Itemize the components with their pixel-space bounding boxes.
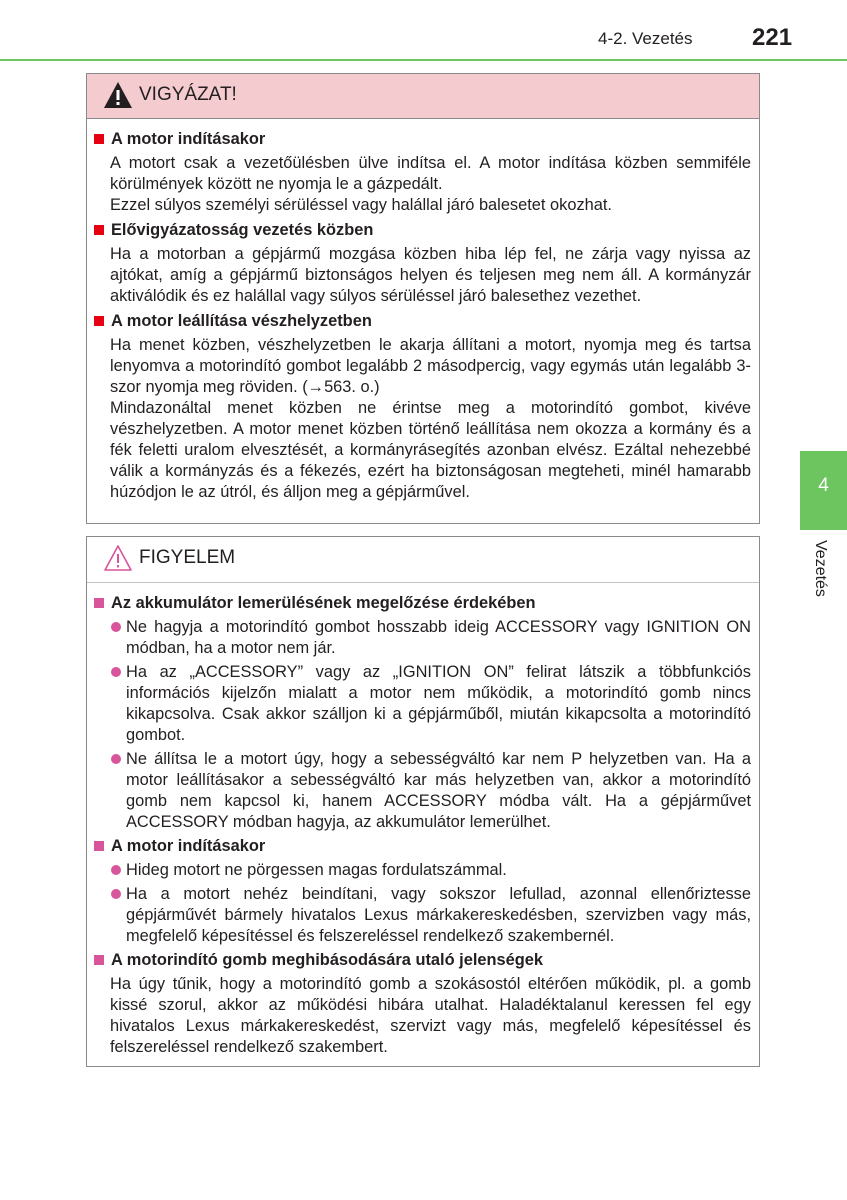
warning-content [93, 129, 751, 507]
caution-triangle-icon [103, 544, 133, 572]
round-bullet-icon [111, 865, 121, 875]
square-bullet-icon [94, 316, 104, 326]
square-bullet-icon [94, 955, 104, 965]
section-heading: A motor leállítása vészhelyzetben [93, 311, 751, 332]
list-item: Ha a motort nehéz beindítani, vagy sokszor lefullad, azonnal ellenőriztesse gépjárművét bármely hivatalos Lexus márkakereskedésben, szervizben vagy más, megfelelő képesítéssel és felszereléssel rendelkező szakembernél. [126, 884, 751, 947]
square-bullet-icon [94, 841, 104, 851]
warning-triangle-icon [103, 81, 133, 109]
section-title: 4-2. Vezetés [598, 29, 693, 48]
notice-title: FIGYELEM [139, 547, 236, 568]
notice-box [86, 536, 760, 1067]
square-bullet-icon [94, 598, 104, 608]
paragraph: Ha a motorban a gépjármű mozgása közben hiba lép fel, ne zárja vagy nyissa az ajtókat, amíg a gépjármű biztonságos helyen és teljesen meg nem áll. A kormányzár aktiválódik és ez halállal vagy súlyos sérüléssel járó balesethez vezethet. [110, 245, 751, 305]
warning-box [86, 73, 760, 524]
notice-header [87, 537, 759, 581]
section-heading: A motor indításakor [93, 129, 751, 150]
warning-header [87, 74, 759, 119]
section-heading: A motorindító gomb meghibásodására utaló jelenségek [93, 950, 751, 971]
round-bullet-icon [111, 667, 121, 677]
square-bullet-icon [94, 134, 104, 144]
warning-title: VIGYÁZAT! [139, 84, 237, 105]
notice-divider [87, 582, 759, 583]
section-heading: Az akkumulátor lemerülésének megelőzése érdekében [93, 593, 751, 614]
list-item: Hideg motort ne pörgessen magas fordulatszámmal. [126, 860, 751, 881]
round-bullet-icon [111, 889, 121, 899]
chapter-label: Vezetés [812, 540, 829, 597]
chapter-tab [800, 451, 847, 530]
chapter-number: 4 [818, 475, 829, 496]
section-heading: Elővigyázatosság vezetés közben [93, 220, 751, 241]
notice-content [93, 593, 751, 1062]
square-bullet-icon [94, 225, 104, 235]
page-number: 221 [752, 24, 793, 51]
list-item: Ne hagyja a motorindító gombot hosszabb ideig ACCESSORY vagy IGNITION ON módban, ha a motor nem jár. [126, 617, 751, 659]
list-item: Ha az „ACCESSORY” vagy az „IGNITION ON” felirat látszik a többfunkciós információs kijelzőn mialatt a motor nem működik, a motorindító gomb nincs kikapcsolva. Csak akkor szálljon ki a gépjárműből, miután kikapcsolta a motorindító gombot. [126, 662, 751, 746]
round-bullet-icon [111, 622, 121, 632]
paragraph: Ha menet közben, vészhelyzetben le akarja állítani a motort, nyomja meg és tartsa lenyomva a motorindító gombot legalább 2 másodpercig, vagy egymás után legalább 3-szor nyomja meg röviden. (→563. o.) Mindazonáltal menet közben ne érintse meg a motorindító gombot, kivéve vészhelyzetben. A motor menet közben történő leállítása nem okozza a kormány és a fék feletti uralom elvesztését, a kormányrásegítés azonban elvész. Ezáltal nehezebbé válik a kormányzás és a fékezés, ezért ha biztonságosan megteheti, minél hamarabb húzódjon le az útról, és álljon meg a gépjárművel. [110, 336, 751, 501]
paragraph: A motort csak a vezetőülésben ülve indítsa el. A motor indítása közben semmiféle körülmények között ne nyomja le a gázpedált. Ezzel súlyos személyi sérüléssel vagy halállal járó balesetet okozhat. [110, 154, 751, 214]
round-bullet-icon [111, 754, 121, 764]
paragraph: Ha úgy tűnik, hogy a motorindító gomb a szokásostól eltérően működik, pl. a gomb kissé szorul, akkor az működési hibára utalhat. Haladéktalanul keressen fel egy hivatalos Lexus márkakereskedést, szervizt vagy más, megfelelő képesítéssel és felszereléssel rendelkező szakembert. [110, 975, 751, 1056]
list-item: Ne állítsa le a motort úgy, hogy a sebességváltó kar nem P helyzetben van. Ha a motor leállításakor a sebességváltó kar más helyzetben van, akkor a motorindító gomb nem kapcsol ki, hanem ACCESSORY módba vált. Ha a gépjárművet ACCESSORY módban hagyja, az akkumulátor lemerülhet. [126, 749, 751, 833]
section-heading: A motor indításakor [93, 836, 751, 857]
header-divider [0, 59, 847, 61]
